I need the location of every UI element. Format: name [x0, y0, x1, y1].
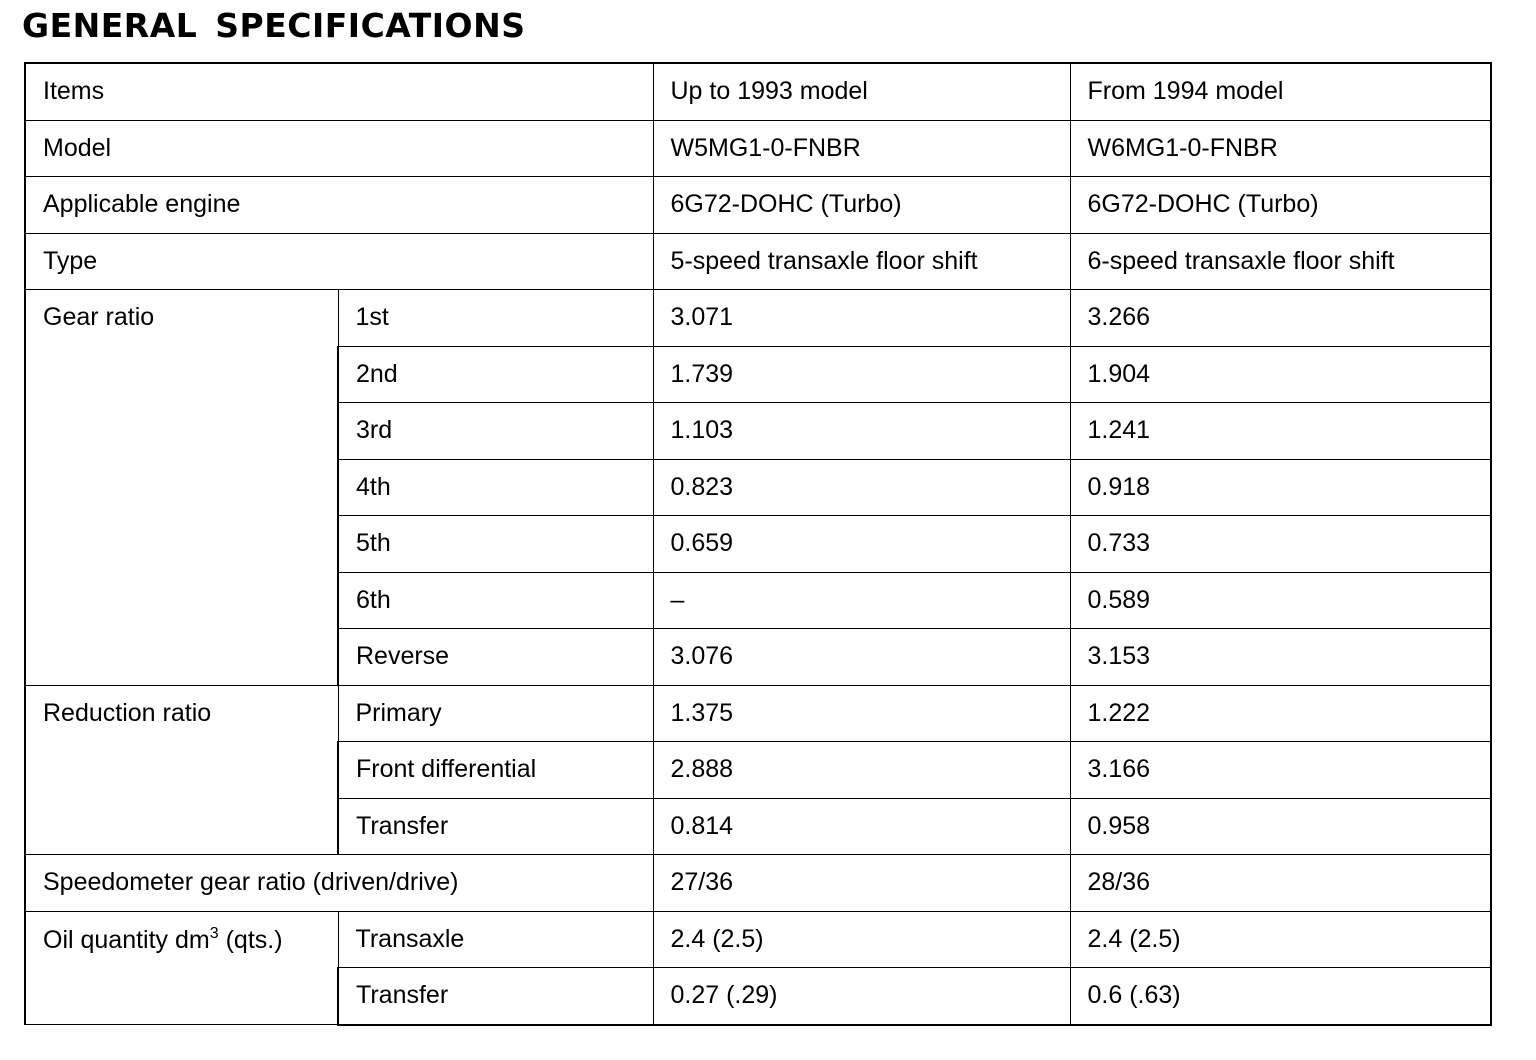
cell-value: 6G72-DOHC (Turbo): [653, 177, 1070, 234]
row-sublabel: Transfer: [338, 798, 653, 855]
row-label: Speedometer gear ratio (driven/drive): [25, 855, 653, 912]
cell-value: 2.888: [653, 742, 1070, 799]
row-sublabel: Transfer: [338, 968, 653, 1025]
specifications-table: [24, 62, 1492, 1026]
group-label-reduction-ratio: Reduction ratio: [25, 685, 338, 855]
header-from-1994: From 1994 model: [1070, 63, 1491, 120]
cell-value: 6G72-DOHC (Turbo): [1070, 177, 1491, 234]
row-sublabel: Primary: [338, 685, 653, 742]
header-items: Items: [25, 63, 653, 120]
table-header-row: [25, 63, 1491, 120]
cell-value: 2.4 (2.5): [653, 911, 1070, 968]
cell-value: 0.958: [1070, 798, 1491, 855]
cell-value: 6-speed transaxle floor shift: [1070, 233, 1491, 290]
cell-value: 5-speed transaxle floor shift: [653, 233, 1070, 290]
cell-value: 3.071: [653, 290, 1070, 347]
cell-value: 0.6 (.63): [1070, 968, 1491, 1025]
oil-label-main: Oil quantity dm: [43, 925, 210, 954]
group-label-oil-quantity: [25, 911, 338, 1025]
cell-value: W6MG1-0-FNBR: [1070, 120, 1491, 177]
cell-value: 3.266: [1070, 290, 1491, 347]
table-row-gear-1st: [25, 290, 1491, 347]
row-sublabel: Front differential: [338, 742, 653, 799]
cell-value: 1.222: [1070, 685, 1491, 742]
cell-value: 3.166: [1070, 742, 1491, 799]
cell-value: 0.823: [653, 459, 1070, 516]
table-row-speedometer: [25, 855, 1491, 912]
cell-value: 0.918: [1070, 459, 1491, 516]
row-sublabel: 4th: [338, 459, 653, 516]
cell-value: 0.733: [1070, 516, 1491, 573]
row-label: Type: [25, 233, 653, 290]
oil-label-superscript: 3: [209, 924, 219, 942]
row-sublabel: 3rd: [338, 403, 653, 460]
table-row-engine: [25, 177, 1491, 234]
row-sublabel: 2nd: [338, 346, 653, 403]
cell-value: 1.241: [1070, 403, 1491, 460]
group-label-gear-ratio: Gear ratio: [25, 290, 338, 686]
cell-value: 1.739: [653, 346, 1070, 403]
oil-label-unit: (qts.): [218, 925, 283, 954]
cell-value: 3.153: [1070, 629, 1491, 686]
table-row-oil-transaxle: [25, 911, 1491, 968]
table-row-type: [25, 233, 1491, 290]
row-sublabel: Transaxle: [338, 911, 653, 968]
cell-value: 3.076: [653, 629, 1070, 686]
cell-value: 0.659: [653, 516, 1070, 573]
row-sublabel: Reverse: [338, 629, 653, 686]
cell-value: W5MG1-0-FNBR: [653, 120, 1070, 177]
cell-value: 27/36: [653, 855, 1070, 912]
table-row-model: [25, 120, 1491, 177]
cell-value: 28/36: [1070, 855, 1491, 912]
row-sublabel: 6th: [338, 572, 653, 629]
page-title: GENERAL SPECIFICATIONS: [22, 6, 526, 45]
cell-value: 0.27 (.29): [653, 968, 1070, 1025]
row-label: Applicable engine: [25, 177, 653, 234]
cell-value: 0.814: [653, 798, 1070, 855]
cell-value: 2.4 (2.5): [1070, 911, 1491, 968]
row-sublabel: 5th: [338, 516, 653, 573]
cell-value: 1.103: [653, 403, 1070, 460]
header-up-to-1993: Up to 1993 model: [653, 63, 1070, 120]
cell-value: 1.375: [653, 685, 1070, 742]
row-label: Model: [25, 120, 653, 177]
row-sublabel: 1st: [338, 290, 653, 347]
cell-value: 1.904: [1070, 346, 1491, 403]
table-row-reduction-primary: [25, 685, 1491, 742]
cell-value: 0.589: [1070, 572, 1491, 629]
cell-value: –: [653, 572, 1070, 629]
